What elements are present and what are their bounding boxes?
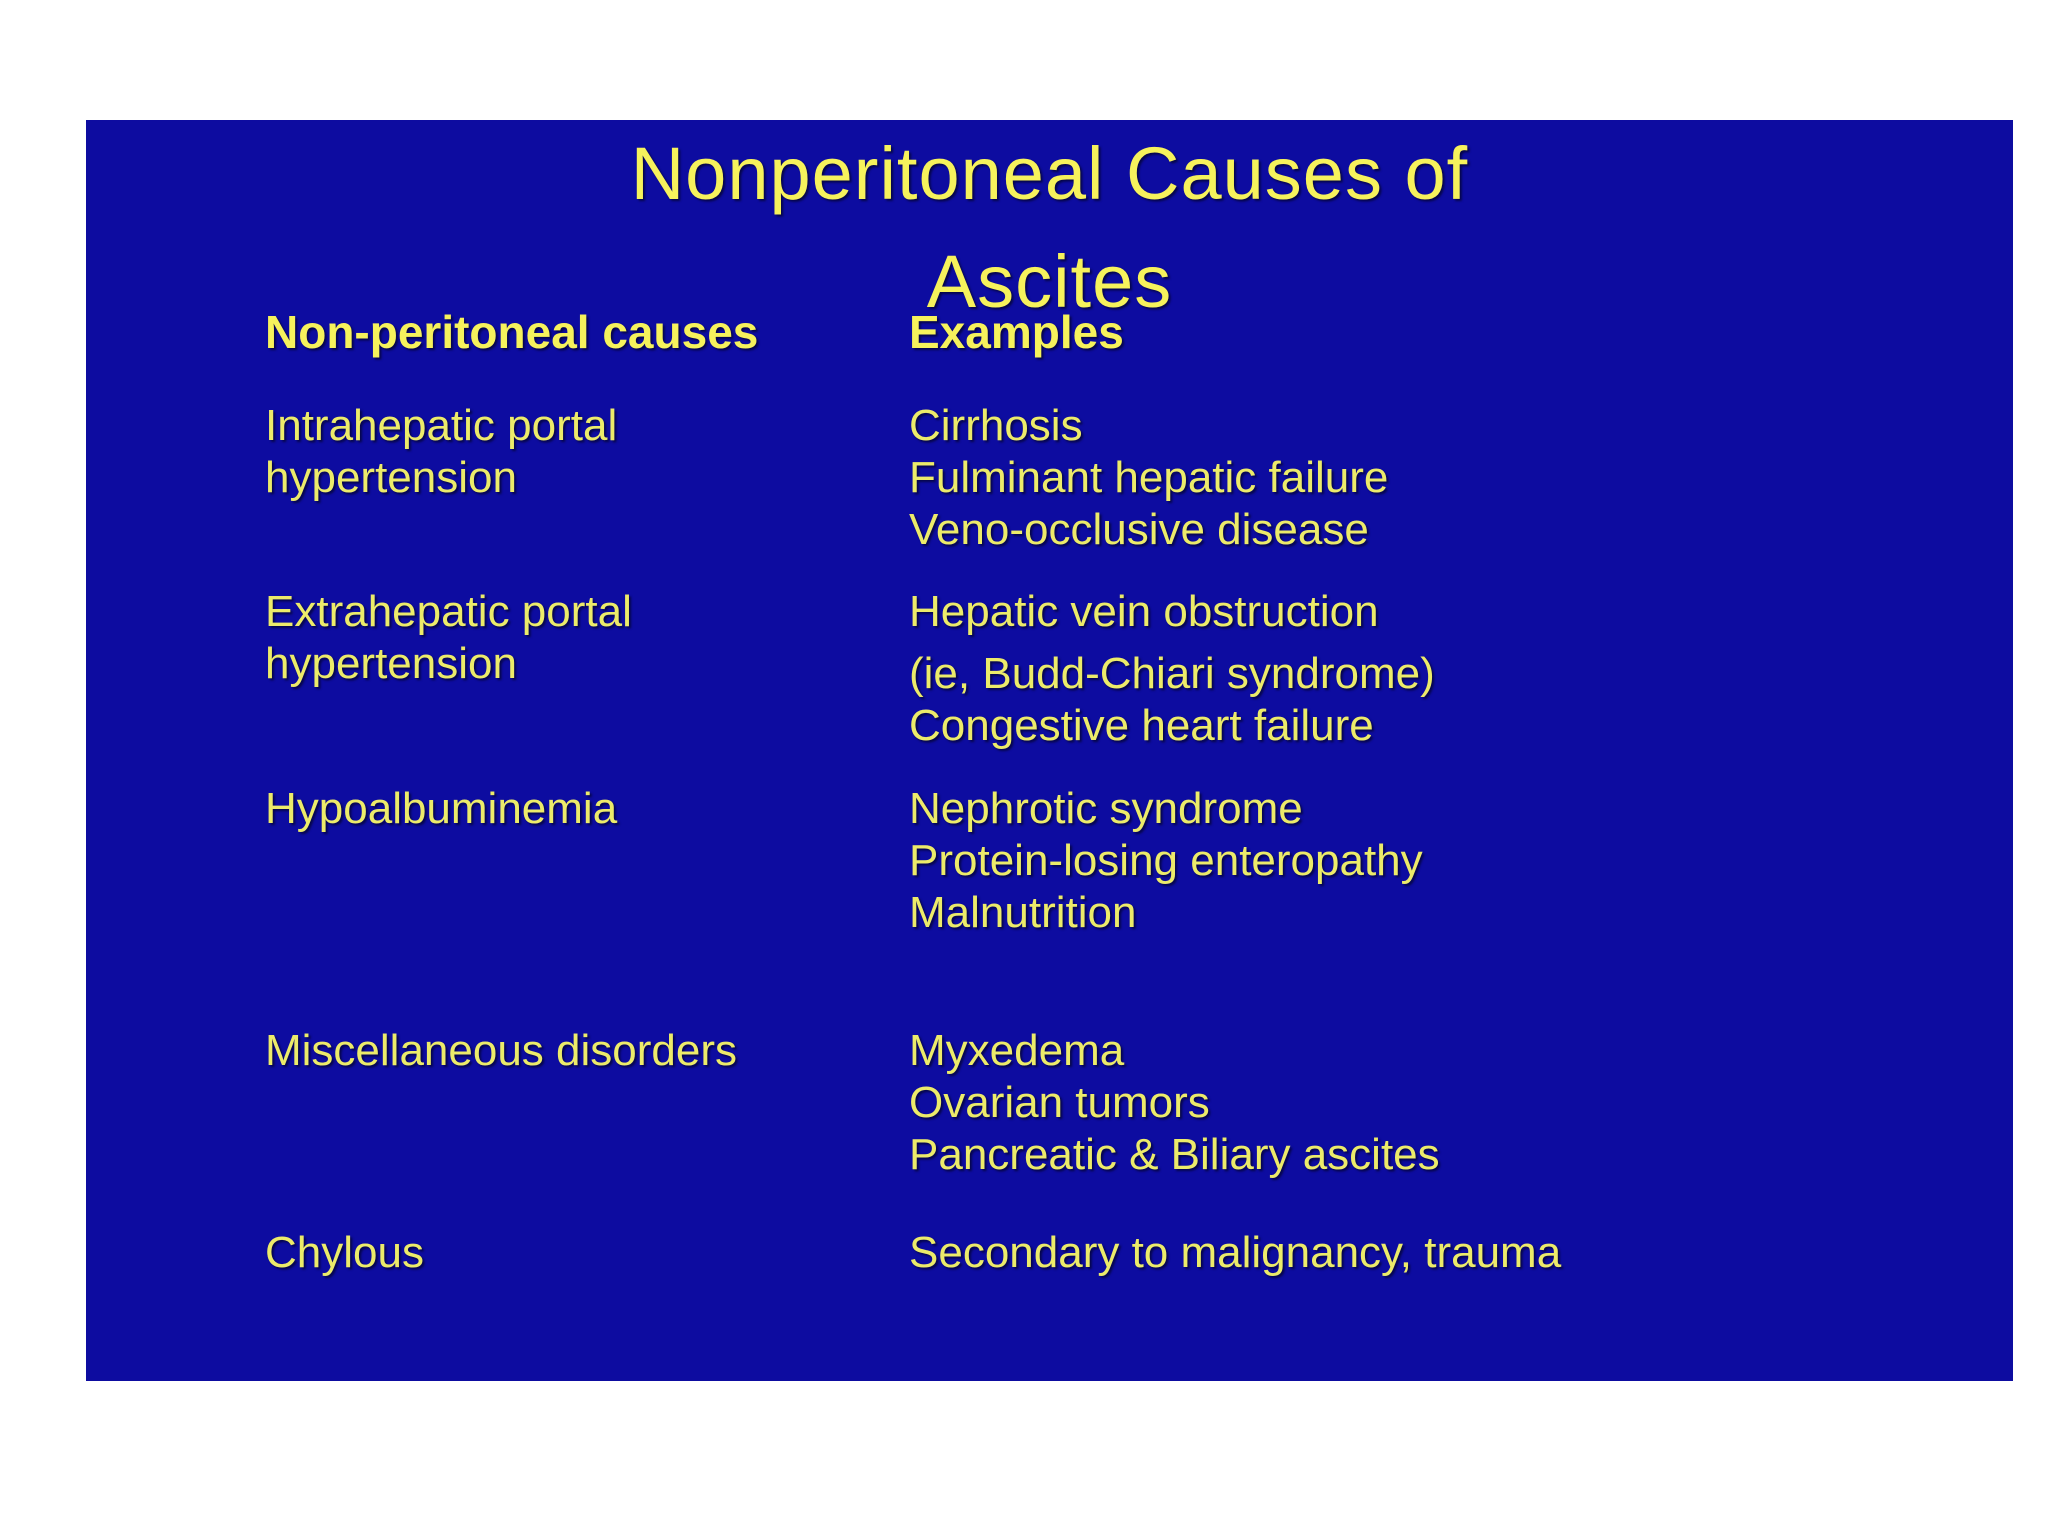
slide-title-line-1: Nonperitoneal Causes of (630, 132, 1469, 215)
cause-cell (265, 586, 865, 690)
column-header-examples: Examples (909, 306, 1124, 358)
cause-line: hypertension (265, 639, 517, 688)
examples-cell (909, 1025, 1989, 1181)
slide-title-line-2: Ascites (926, 240, 1173, 323)
cause-line: Hypoalbuminemia (265, 784, 618, 833)
cause-line: Chylous (265, 1228, 424, 1277)
cause-cell (265, 400, 865, 504)
cause-line: Intrahepatic portal (265, 401, 618, 450)
examples-cell (909, 783, 1989, 939)
example-item: Cirrhosis (909, 401, 1083, 450)
example-item: Secondary to malignancy, trauma (909, 1228, 1562, 1277)
example-item: Ovarian tumors (909, 1078, 1210, 1127)
cause-cell (265, 1227, 865, 1279)
cause-line: Extrahepatic portal (265, 587, 632, 636)
example-item: (ie, Budd-Chiari syndrome) (909, 649, 1435, 698)
examples-cell (909, 1227, 1989, 1279)
column-header-causes: Non-peritoneal causes (265, 306, 759, 358)
slide (86, 120, 2013, 1381)
cause-cell (265, 783, 865, 835)
examples-cell (909, 586, 1989, 752)
cause-line: Miscellaneous disorders (265, 1026, 737, 1075)
examples-cell (909, 400, 1989, 556)
example-item: Nephrotic syndrome (909, 784, 1303, 833)
example-item: Pancreatic & Biliary ascites (909, 1130, 1440, 1179)
example-item: Veno-occlusive disease (909, 505, 1369, 554)
example-item: Myxedema (909, 1026, 1125, 1075)
example-item: Fulminant hepatic failure (909, 453, 1389, 502)
cause-cell (265, 1025, 865, 1077)
cause-line: hypertension (265, 453, 517, 502)
example-item: Hepatic vein obstruction (909, 587, 1379, 636)
example-item: Protein-losing enteropathy (909, 836, 1423, 885)
example-item: Congestive heart failure (909, 701, 1374, 750)
example-item: Malnutrition (909, 888, 1137, 937)
